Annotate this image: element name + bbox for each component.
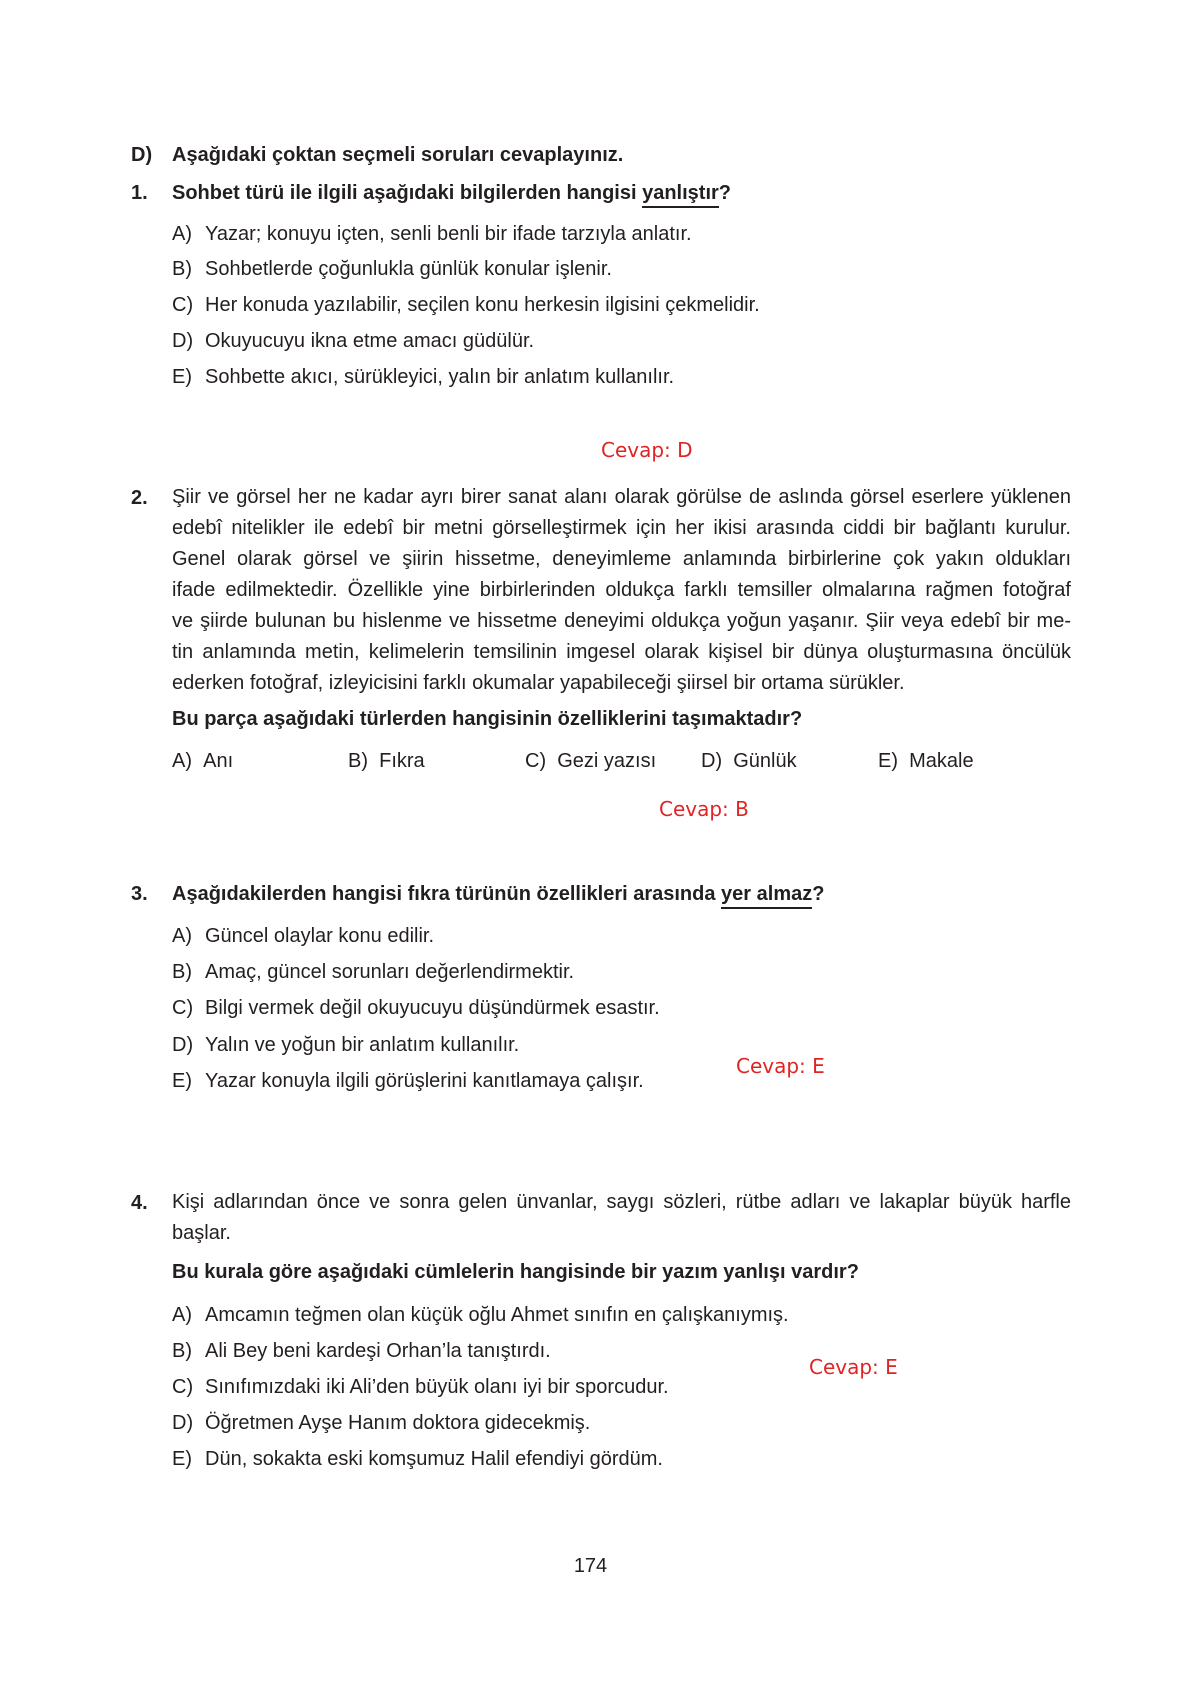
section-instruction: Aşağıdaki çoktan seçmeli soruları cevaplayınız. [172, 144, 624, 166]
option-text: Yazar konuyla ilgili görüşlerini kanıtlamaya çalışır. [205, 1070, 644, 1092]
q4-number: 4. [131, 1192, 148, 1214]
q3-option-d[interactable] [172, 1033, 519, 1057]
q2-number: 2. [131, 487, 148, 509]
option-letter: E) [172, 1070, 192, 1092]
passage-line: ve şiirde bulunan bu hislenme ve hissetme deneyimi oldukça yoğun yaşanır. Şiir veya edebî bir me- [172, 610, 1071, 632]
option-letter: D) [701, 750, 723, 772]
section-label: D) [131, 144, 153, 166]
q4-option-a[interactable] [172, 1303, 789, 1327]
q3-question-mark: ? [812, 883, 825, 905]
option-letter: E) [878, 750, 898, 772]
page-number: 174 [573, 1555, 608, 1577]
passage-line: başlar. [172, 1222, 231, 1244]
option-text: Ali Bey beni kardeşi Orhan’la tanıştırdı. [205, 1340, 551, 1362]
q3-answer: Cevap: E [736, 1054, 825, 1078]
q1-underlined-word: yanlıştır [642, 182, 719, 204]
option-letter: E) [172, 366, 192, 388]
q2-option-a[interactable] [172, 749, 233, 773]
q3-underlined-word: yer almaz [721, 883, 813, 905]
option-letter: B) [172, 1340, 192, 1362]
q4-option-c[interactable] [172, 1375, 669, 1399]
option-letter: B) [172, 961, 192, 983]
option-letter: A) [172, 750, 192, 772]
q2-option-e[interactable] [878, 749, 974, 773]
option-letter: C) [172, 1376, 194, 1398]
option-letter: C) [172, 294, 194, 316]
q3-number: 3. [131, 883, 148, 905]
q2-option-d[interactable] [701, 749, 797, 773]
option-letter: E) [172, 1448, 192, 1470]
option-text: Gezi yazısı [557, 750, 657, 772]
option-text: Yalın ve yoğun bir anlatım kullanılır. [205, 1034, 520, 1056]
option-letter: A) [172, 1304, 192, 1326]
q1-option-a[interactable] [172, 222, 692, 246]
q1-question [172, 181, 731, 205]
option-text: Bilgi vermek değil okuyucuyu düşündürmek esastır. [205, 997, 660, 1019]
q4-question: Bu kurala göre aşağıdaki cümlelerin hangisinde bir yazım yanlışı vardır? [172, 1261, 859, 1283]
q3-option-e[interactable] [172, 1069, 644, 1093]
q3-option-b[interactable] [172, 960, 574, 984]
passage-line: Genel olarak görsel ve şiirin hissetme, deneyimleme anlamında birbirlerine çok yakın oldukları [172, 548, 1071, 570]
option-text: Makale [909, 750, 974, 772]
option-text: Amaç, güncel sorunları değerlendirmektir. [205, 961, 575, 983]
option-text: Okuyucuyu ikna etme amacı güdülür. [205, 330, 535, 352]
q1-number: 1. [131, 182, 148, 204]
passage-line: ifade edilmektedir. Özellikle yine birbirlerinden oldukça farklı temsiller olmalarına rağmen fotoğraf [172, 579, 1071, 601]
q2-answer: Cevap: B [659, 797, 749, 821]
passage-line: ederken fotoğraf, izleyicisini farklı okumalar yapabileceği şiirsel bir ortama sürükler. [172, 672, 905, 694]
passage-line: edebî nitelikler ile edebî bir metni görselleştirmek için her ikisi arasında ciddi bir bağlantı kurulur. [172, 517, 1071, 539]
q2-passage [172, 482, 1071, 699]
option-text: Anı [203, 750, 234, 772]
option-letter: D) [172, 1412, 194, 1434]
option-text: Amcamın teğmen olan küçük oğlu Ahmet sınıfın en çalışkanıymış. [205, 1304, 789, 1326]
option-letter: B) [348, 750, 368, 772]
passage-line: Kişi adlarından önce ve sonra gelen ünvanlar, saygı sözleri, rütbe adları ve lakaplar büyük harfle [172, 1191, 1071, 1213]
option-text: Yazar; konuyu içten, senli benli bir ifade tarzıyla anlatır. [205, 223, 692, 245]
q2-options [172, 749, 1071, 773]
option-text: Dün, sokakta eski komşumuz Halil efendiyi gördüm. [205, 1448, 663, 1470]
option-letter: C) [525, 750, 547, 772]
q3-option-a[interactable] [172, 924, 434, 948]
option-letter: C) [172, 997, 194, 1019]
passage-line: tin anlamında metin, kelimelerin temsilinin imgesel olarak kişisel bir dünya oluşturmasına öncülük [172, 641, 1071, 663]
q1-question-text: Sohbet türü ile ilgili aşağıdaki bilgilerden hangisi [172, 182, 643, 204]
q3-question [172, 882, 824, 906]
q3-question-text: Aşağıdakilerden hangisi fıkra türünün özellikleri arasında [172, 883, 722, 905]
q1-answer: Cevap: D [601, 438, 693, 462]
q2-option-c[interactable] [525, 749, 656, 773]
q4-answer: Cevap: E [809, 1355, 898, 1379]
q4-option-d[interactable] [172, 1411, 590, 1435]
q3-option-c[interactable] [172, 996, 660, 1020]
option-text: Günlük [733, 750, 797, 772]
q2-question: Bu parça aşağıdaki türlerden hangisinin özelliklerini taşımaktadır? [172, 708, 803, 730]
q1-option-c[interactable] [172, 293, 760, 317]
option-letter: A) [172, 925, 192, 947]
option-text: Sohbetlerde çoğunlukla günlük konular işlenir. [205, 258, 612, 280]
option-text: Sohbette akıcı, sürükleyici, yalın bir anlatım kullanılır. [205, 366, 675, 388]
q4-passage [172, 1187, 1071, 1249]
option-letter: D) [172, 330, 194, 352]
q1-option-e[interactable] [172, 365, 674, 389]
option-text: Her konuda yazılabilir, seçilen konu herkesin ilgisini çekmelidir. [205, 294, 760, 316]
q1-option-b[interactable] [172, 257, 612, 281]
option-letter: D) [172, 1034, 194, 1056]
option-text: Sınıfımızdaki iki Ali’den büyük olanı iyi bir sporcudur. [205, 1376, 669, 1398]
passage-line: Şiir ve görsel her ne kadar ayrı birer sanat alanı olarak görülse de aslında görsel eserlere yüklenen [172, 486, 1071, 508]
q4-option-b[interactable] [172, 1339, 551, 1363]
q2-option-b[interactable] [348, 749, 425, 773]
option-text: Güncel olaylar konu edilir. [205, 925, 435, 947]
option-letter: A) [172, 223, 192, 245]
option-letter: B) [172, 258, 192, 280]
q1-question-mark: ? [718, 182, 731, 204]
q4-option-e[interactable] [172, 1447, 663, 1471]
q1-option-d[interactable] [172, 329, 534, 353]
option-text: Fıkra [379, 750, 425, 772]
option-text: Öğretmen Ayşe Hanım doktora gidecekmiş. [205, 1412, 591, 1434]
